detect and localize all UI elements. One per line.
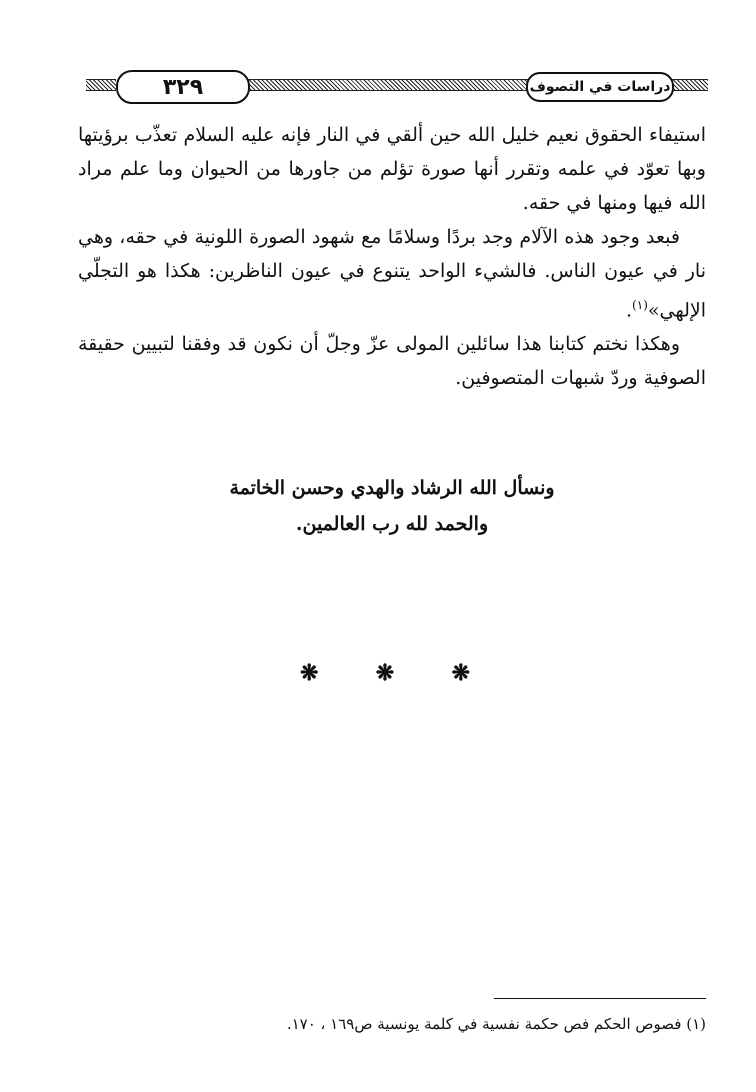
paragraph-2: [78, 220, 706, 327]
asterism-icon: ❋: [375, 660, 395, 686]
main-text: [78, 118, 706, 395]
footnote: (١) فصوص الحكم فص حكمة نفسية في كلمة يونسية ص١٦٩ ، ١٧٠.: [286, 1015, 706, 1033]
running-title: دراسات في التصوف: [526, 72, 674, 102]
section-end-ornament: [300, 660, 470, 686]
paragraph-2-text: فبعد وجود هذه الآلام وجد بردًا وسلامًا مع شهود الصورة اللونية في حقه، وهي نار في عيون الناس. فالشيء الواحد يتنوع في عيون الناظرين: هكذا هو التجلّي الإلهي»: [78, 226, 706, 322]
page-number: ٣٢٩: [116, 70, 250, 104]
footnote-divider: [494, 998, 706, 999]
closing-line-2: والحمد لله رب العالمين.: [295, 513, 489, 535]
closing-prayer: [78, 470, 706, 542]
footnote-marker: (١): [632, 298, 648, 312]
header-ornament-left: [86, 79, 116, 91]
asterism-icon: ❋: [300, 660, 319, 686]
page-header: [86, 70, 708, 104]
paragraph-3: وهكذا نختم كتابنا هذا سائلين المولى عزّ وجلّ أن نكون قد وفقنا لتبيين حقيقة الصوفية وردّ شبهات المتصوفين.: [78, 333, 706, 390]
paragraph-2-end: .: [626, 299, 633, 322]
header-ornament-right: [670, 79, 708, 91]
asterism-icon: ❋: [451, 660, 470, 686]
paragraph-1: استيفاء الحقوق نعيم خليل الله حين ألقي في النار فإنه عليه السلام تعذّب برؤيتها وبها تعوّد في علمه وتقرر أنها صورة تؤلم من جاورها من الحيوان وما علم مراد الله فيها ومنها في حقه.: [78, 124, 706, 214]
closing-line-1: ونسأل الله الرشاد والهدي وحسن الخاتمة: [229, 477, 555, 499]
